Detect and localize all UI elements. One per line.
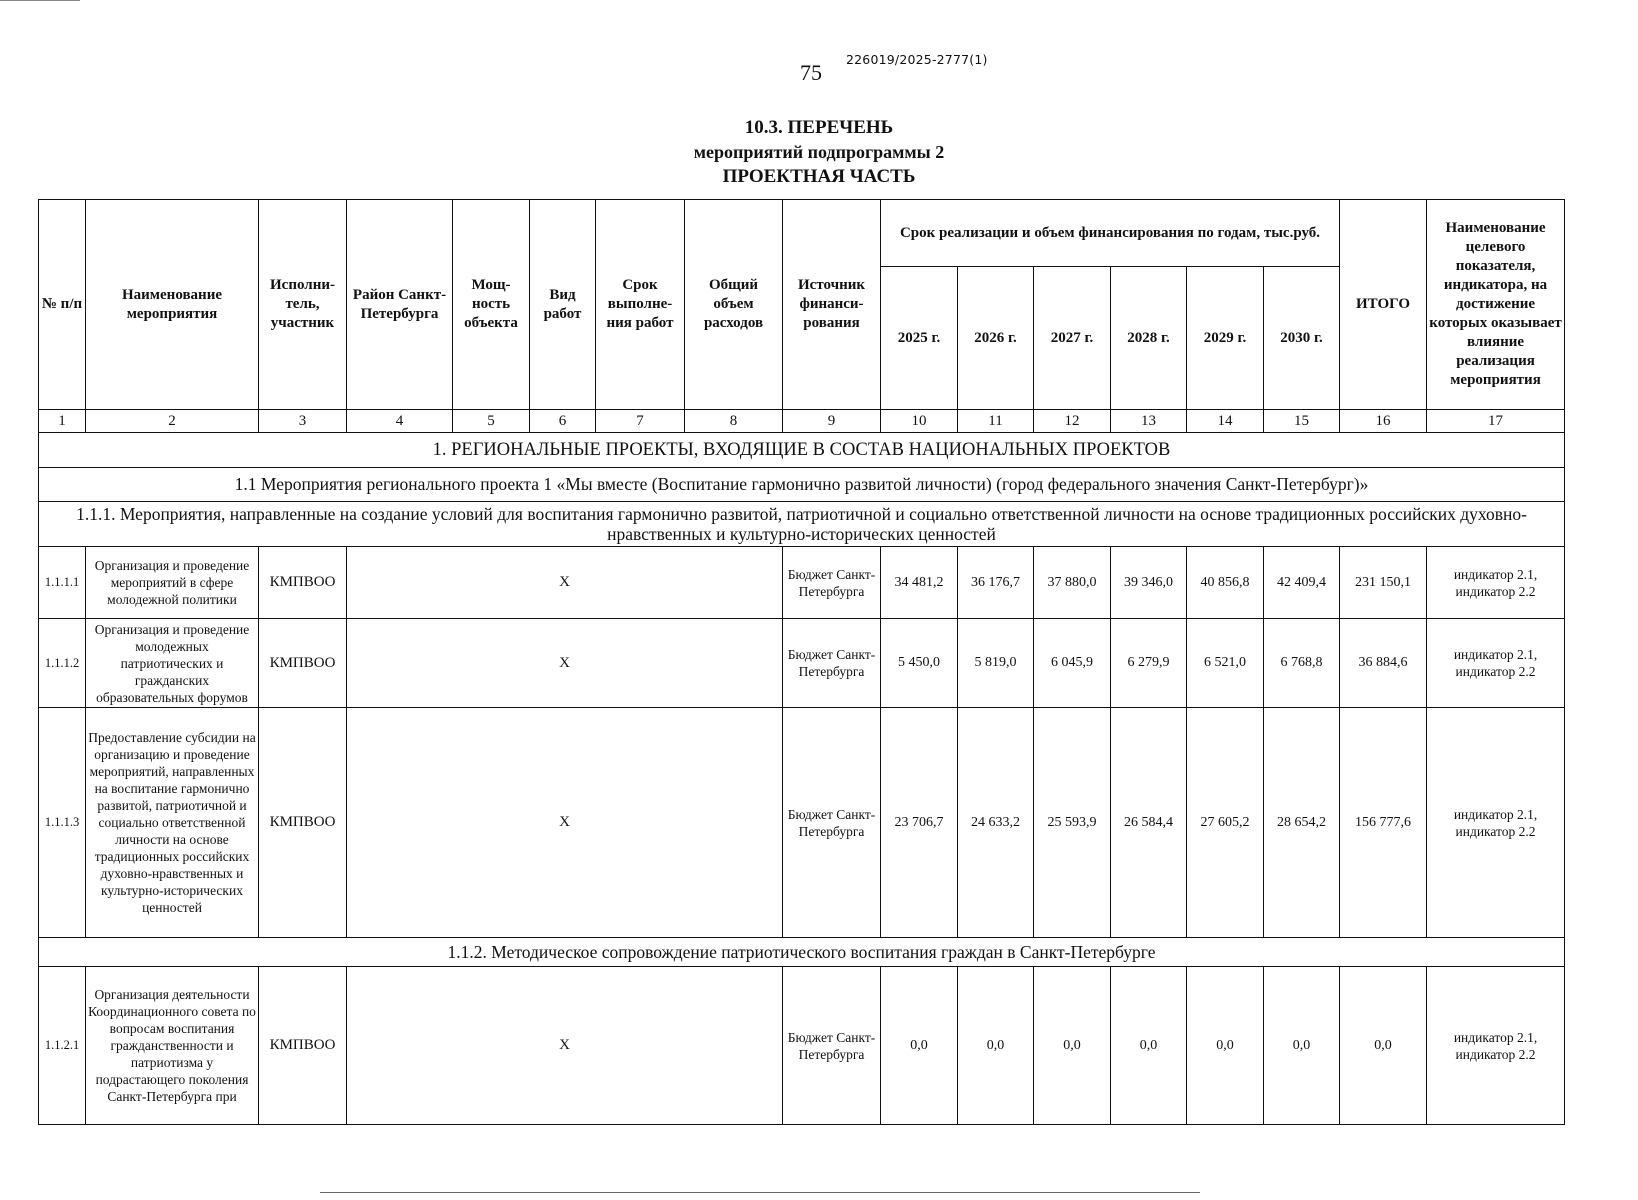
header-district: Район Санкт-Петербурга [347, 200, 453, 410]
table-row [39, 619, 1565, 708]
column-number: 8 [685, 410, 783, 433]
row-value-2030: 0,0 [1264, 967, 1340, 1125]
header-year-2026: 2026 г. [958, 267, 1034, 410]
header-year-2025: 2025 г. [881, 267, 958, 410]
row-value-2027: 0,0 [1034, 967, 1111, 1125]
column-number: 3 [259, 410, 347, 433]
header-total: ИТОГО [1340, 200, 1427, 410]
row-value-2026: 0,0 [958, 967, 1034, 1125]
row-value-2030: 42 409,4 [1264, 547, 1340, 619]
header-measure-name: Наименование мероприятия [86, 200, 259, 410]
subsection-heading-1-1: 1.1 Мероприятия регионального проекта 1 «Мы вместе (Воспитание гармонично развитой личности) (город федерального значения Санкт-Петербург)» [39, 468, 1565, 502]
subsection-row [39, 502, 1565, 547]
row-value-2026: 5 819,0 [958, 619, 1034, 708]
row-value-2030: 6 768,8 [1264, 619, 1340, 708]
row-value-2029: 6 521,0 [1187, 619, 1264, 708]
column-number: 14 [1187, 410, 1264, 433]
row-executor: КМПВОО [259, 619, 347, 708]
row-indicator: индикатор 2.1, индикатор 2.2 [1427, 547, 1565, 619]
row-total: 156 777,6 [1340, 708, 1427, 938]
table-row [39, 547, 1565, 619]
table-row [39, 708, 1565, 938]
header-indicator: Наименование целевого показателя, индикатора, на достижение которых оказывает влияние реализация мероприятия [1427, 200, 1565, 410]
registration-number: 226019/2025-2777(1) [846, 52, 988, 67]
column-number: 9 [783, 410, 881, 433]
header-total-expenses: Общий объем расходов [685, 200, 783, 410]
row-value-2028: 26 584,4 [1111, 708, 1187, 938]
row-funding-source: Бюджет Санкт-Петербурга [783, 708, 881, 938]
row-value-2027: 6 045,9 [1034, 619, 1111, 708]
row-measure-name: Организация и проведение мероприятий в сфере молодежной политики [86, 547, 259, 619]
row-code: 1.1.2.1 [39, 967, 86, 1125]
row-value-2026: 36 176,7 [958, 547, 1034, 619]
column-number: 10 [881, 410, 958, 433]
subsection-heading-1-1-1: 1.1.1. Мероприятия, направленные на создание условий для воспитания гармонично развитой, патриотичной и социально ответственной личности на основе традиционных российских духовно-нравственных и культурно-исторических ценностей [39, 502, 1565, 547]
section-row [39, 433, 1565, 468]
header-executor: Исполни-тель, участник [259, 200, 347, 410]
header-capacity: Мощ-ность объекта [453, 200, 530, 410]
row-measure-name: Предоставление субсидии на организацию и проведение мероприятий, направленных на воспитание гармонично развитой, патриотичной и социально ответственной личности на основе традиционных российских духовно-нравственных и культурно-исторических ценностей [86, 708, 259, 938]
row-executor: КМПВОО [259, 967, 347, 1125]
row-code: 1.1.1.2 [39, 619, 86, 708]
column-numbers-row [39, 410, 1565, 433]
subsection-heading-1-1-2: 1.1.2. Методическое сопровождение патриотического воспитания граждан в Санкт-Петербурге [39, 938, 1565, 967]
row-funding-source: Бюджет Санкт-Петербурга [783, 967, 881, 1125]
column-number: 17 [1427, 410, 1565, 433]
row-value-2030: 28 654,2 [1264, 708, 1340, 938]
column-number: 15 [1264, 410, 1340, 433]
row-value-2027: 37 880,0 [1034, 547, 1111, 619]
row-value-2028: 0,0 [1111, 967, 1187, 1125]
header-year-2029: 2029 г. [1187, 267, 1264, 410]
row-indicator: индикатор 2.1, индикатор 2.2 [1427, 967, 1565, 1125]
header-funding-source: Источник финанси-рования [783, 200, 881, 410]
row-merged-cell: Х [347, 967, 783, 1125]
header-years-group: Срок реализации и объем финансирования по годам, тыс.руб. [881, 200, 1340, 267]
header-number: № п/п [39, 200, 86, 410]
column-number: 11 [958, 410, 1034, 433]
row-value-2029: 40 856,8 [1187, 547, 1264, 619]
top-edge-rule [0, 0, 80, 1]
row-value-2025: 23 706,7 [881, 708, 958, 938]
column-number: 5 [453, 410, 530, 433]
header-year-2028: 2028 г. [1111, 267, 1187, 410]
header-deadline: Срок выполне-ния работ [596, 200, 685, 410]
table-row [39, 967, 1565, 1125]
header-year-2027: 2027 г. [1034, 267, 1111, 410]
row-indicator: индикатор 2.1, индикатор 2.2 [1427, 708, 1565, 938]
header-year-2030: 2030 г. [1264, 267, 1340, 410]
bottom-edge-rule [320, 1192, 1200, 1193]
section-heading: 1. РЕГИОНАЛЬНЫЕ ПРОЕКТЫ, ВХОДЯЩИЕ В СОСТАВ НАЦИОНАЛЬНЫХ ПРОЕКТОВ [39, 433, 1565, 468]
row-value-2029: 27 605,2 [1187, 708, 1264, 938]
column-number: 1 [39, 410, 86, 433]
row-total: 36 884,6 [1340, 619, 1427, 708]
title-line-1: 10.3. ПЕРЕЧЕНЬ [744, 117, 894, 138]
header-work-type: Вид работ [530, 200, 596, 410]
row-code: 1.1.1.3 [39, 708, 86, 938]
row-merged-cell: Х [347, 619, 783, 708]
title-line-2: мероприятий подпрограммы 2 [693, 142, 945, 162]
row-measure-name: Организация и проведение молодежных патриотических и гражданских образовательных форумов [86, 619, 259, 708]
row-measure-name: Организация деятельности Координационного совета по вопросам воспитания гражданственности и патриотизма у подрастающего поколения Санкт-Петербурга при [86, 967, 259, 1125]
row-executor: КМПВОО [259, 708, 347, 938]
row-funding-source: Бюджет Санкт-Петербурга [783, 547, 881, 619]
row-value-2029: 0,0 [1187, 967, 1264, 1125]
row-value-2026: 24 633,2 [958, 708, 1034, 938]
column-number: 6 [530, 410, 596, 433]
row-value-2025: 5 450,0 [881, 619, 958, 708]
column-number: 12 [1034, 410, 1111, 433]
row-value-2028: 6 279,9 [1111, 619, 1187, 708]
column-number: 13 [1111, 410, 1187, 433]
document-title [0, 116, 1638, 190]
row-executor: КМПВОО [259, 547, 347, 619]
column-number: 2 [86, 410, 259, 433]
page-number: 75 [800, 60, 822, 85]
subsection-row [39, 938, 1565, 967]
row-total: 0,0 [1340, 967, 1427, 1125]
column-number: 4 [347, 410, 453, 433]
row-value-2027: 25 593,9 [1034, 708, 1111, 938]
row-indicator: индикатор 2.1, индикатор 2.2 [1427, 619, 1565, 708]
row-merged-cell: Х [347, 547, 783, 619]
row-value-2025: 34 481,2 [881, 547, 958, 619]
subsection-row [39, 468, 1565, 502]
measures-table [38, 199, 1565, 1125]
row-total: 231 150,1 [1340, 547, 1427, 619]
row-merged-cell: Х [347, 708, 783, 938]
row-code: 1.1.1.1 [39, 547, 86, 619]
row-value-2028: 39 346,0 [1111, 547, 1187, 619]
row-funding-source: Бюджет Санкт-Петербурга [783, 619, 881, 708]
title-line-3: ПРОЕКТНАЯ ЧАСТЬ [722, 166, 916, 187]
column-number: 7 [596, 410, 685, 433]
row-value-2025: 0,0 [881, 967, 958, 1125]
column-number: 16 [1340, 410, 1427, 433]
